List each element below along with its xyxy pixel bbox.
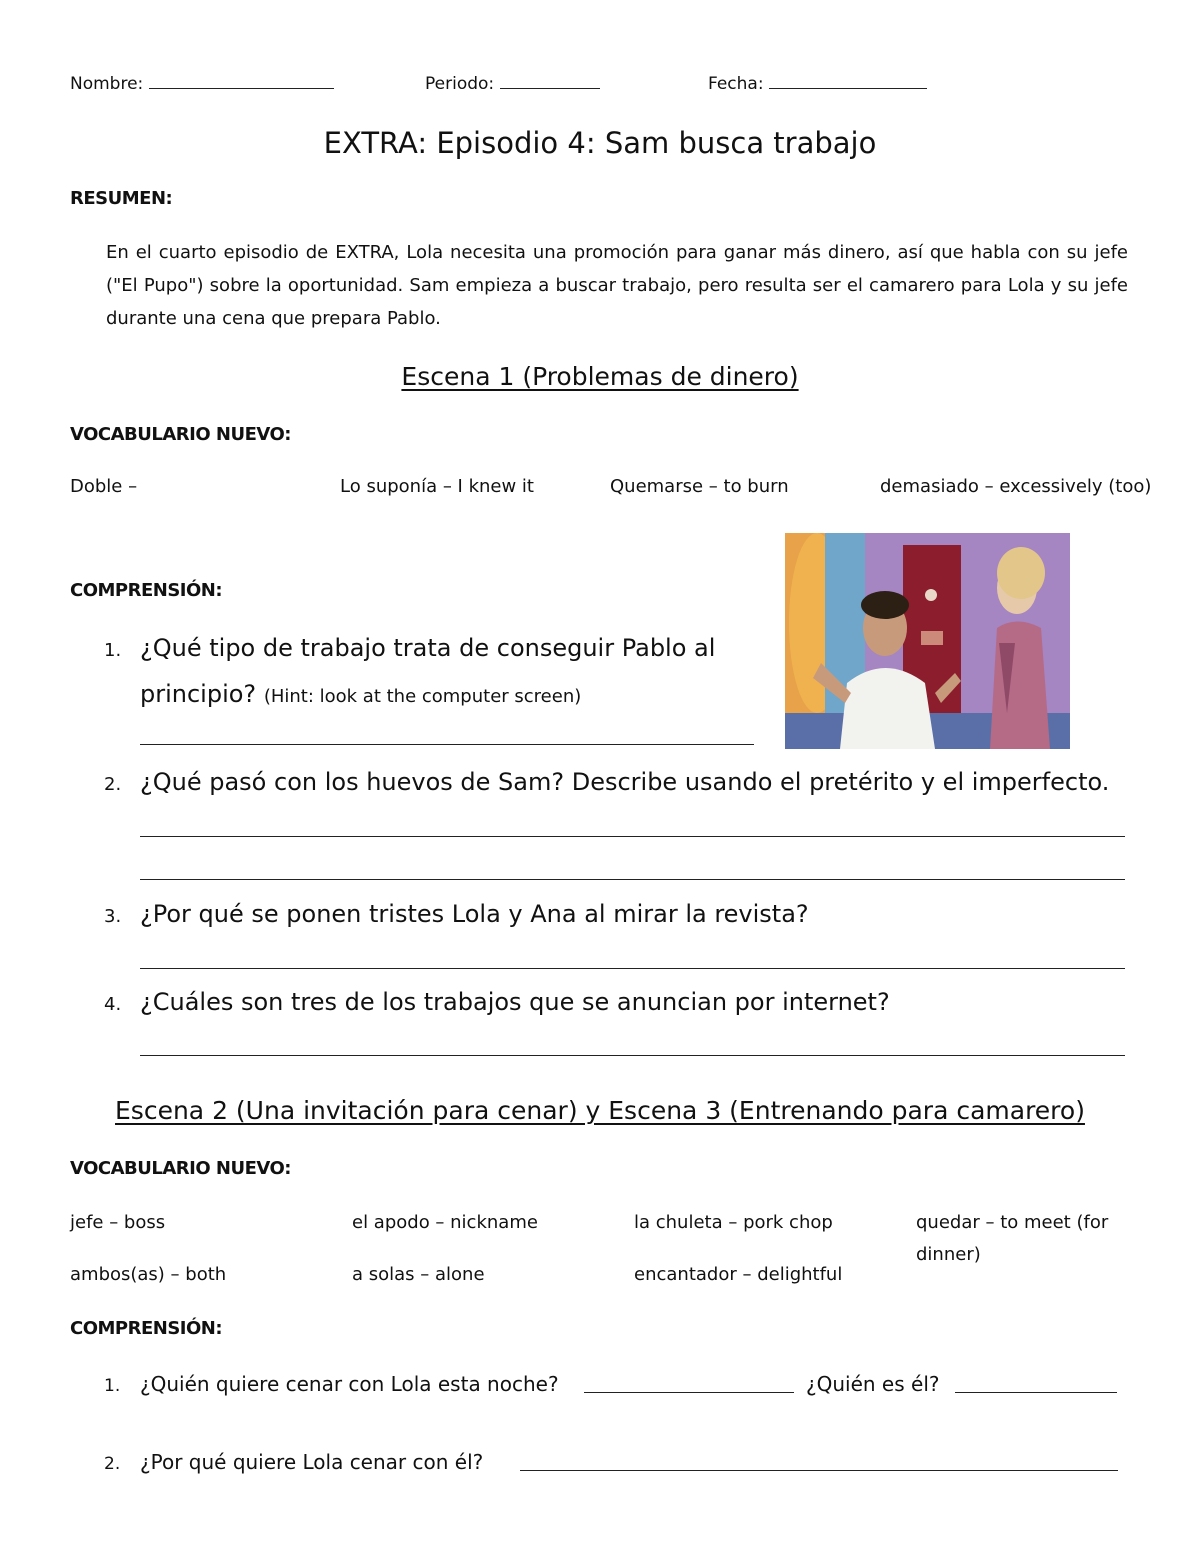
answer-line[interactable] <box>955 1392 1117 1393</box>
question-number: 2. <box>104 774 122 795</box>
vocab-item: jefe – boss <box>70 1212 166 1233</box>
resumen-text: En el cuarto episodio de EXTRA, Lola necesita una promoción para ganar más dinero, así que habla con su jefe ("El Pupo") sobre la oportunidad. Sam empieza a buscar trabajo, pero resulta ser el camarero para Lola y su jefe durante una cena que prepara Pablo. <box>106 242 1128 329</box>
question-text: ¿Quién quiere cenar con Lola esta noche? <box>140 1372 559 1396</box>
vocab-item: encantador – delightful <box>634 1264 843 1285</box>
question-text: ¿Qué pasó con los huevos de Sam? Describe usando el pretérito y el imperfecto. <box>140 768 1110 796</box>
question-text: ¿Por qué se ponen tristes Lola y Ana al mirar la revista? <box>140 900 809 928</box>
date-blank[interactable] <box>769 88 927 89</box>
scene1-question-4 <box>104 988 1134 1016</box>
date-label: Fecha: <box>708 74 764 94</box>
question-number: 1. <box>104 1376 121 1396</box>
scene1-question-1 <box>104 634 744 662</box>
episode-still-illustration <box>785 533 1070 749</box>
period-field <box>425 74 600 94</box>
answer-line[interactable] <box>140 879 1125 880</box>
question-text: ¿Cuáles son tres de los trabajos que se anuncian por internet? <box>140 988 890 1016</box>
scene1-vocab-label: VOCABULARIO NUEVO: <box>70 424 292 445</box>
scene1-title: Escena 1 (Problemas de dinero) <box>401 362 799 391</box>
answer-line[interactable] <box>584 1392 794 1393</box>
vocab-item: Doble – <box>70 476 138 497</box>
vocab-item-cont: dinner) <box>916 1244 981 1265</box>
period-blank[interactable] <box>500 88 600 89</box>
scene23-vocab-label: VOCABULARIO NUEVO: <box>70 1158 292 1179</box>
vocab-item: Quemarse – to burn <box>610 476 789 497</box>
vocab-item: Lo suponía – I knew it <box>340 476 534 497</box>
name-field <box>70 74 334 94</box>
scene23-question-2 <box>104 1450 483 1474</box>
question-text: ¿Por qué quiere Lola cenar con él? <box>140 1450 484 1474</box>
question-number: 4. <box>104 994 122 1015</box>
question-number: 1. <box>104 640 122 661</box>
question-text-2: ¿Quién es él? <box>806 1372 940 1396</box>
vocab-item: a solas – alone <box>352 1264 485 1285</box>
scene1-question-1-cont <box>140 680 760 708</box>
date-field <box>708 74 927 94</box>
question-text: ¿Qué tipo de trabajo trata de conseguir Pablo al <box>140 634 716 662</box>
name-blank[interactable] <box>149 88 334 89</box>
answer-line[interactable] <box>140 836 1125 837</box>
vocab-item: la chuleta – pork chop <box>634 1212 833 1233</box>
question-text: principio? <box>140 680 257 708</box>
episode-still-image <box>785 533 1070 749</box>
scene1-question-3 <box>104 900 1134 928</box>
answer-line[interactable] <box>140 744 754 745</box>
vocab-item: ambos(as) – both <box>70 1264 227 1285</box>
resumen-label: RESUMEN: <box>70 188 173 209</box>
name-label: Nombre: <box>70 74 144 94</box>
scene23-comp-label: COMPRENSIÓN: <box>70 1318 223 1339</box>
vocab-item: demasiado – excessively (too) <box>880 476 1152 497</box>
period-label: Periodo: <box>425 74 495 94</box>
scene23-question-1 <box>104 1372 559 1396</box>
scene1-comp-label: COMPRENSIÓN: <box>70 580 223 601</box>
scene23-title: Escena 2 (Una invitación para cenar) y Escena 3 (Entrenando para camarero) <box>115 1096 1085 1125</box>
answer-line[interactable] <box>140 1055 1125 1056</box>
scene1-question-2 <box>104 768 1134 796</box>
question-hint: (Hint: look at the computer screen) <box>263 686 582 707</box>
page-title: EXTRA: Episodio 4: Sam busca trabajo <box>323 126 877 160</box>
question-number: 3. <box>104 906 122 927</box>
vocab-item: quedar – to meet (for <box>916 1212 1109 1233</box>
vocab-item: el apodo – nickname <box>352 1212 538 1233</box>
answer-line[interactable] <box>520 1470 1118 1471</box>
answer-line[interactable] <box>140 968 1125 969</box>
question-number: 2. <box>104 1454 121 1474</box>
